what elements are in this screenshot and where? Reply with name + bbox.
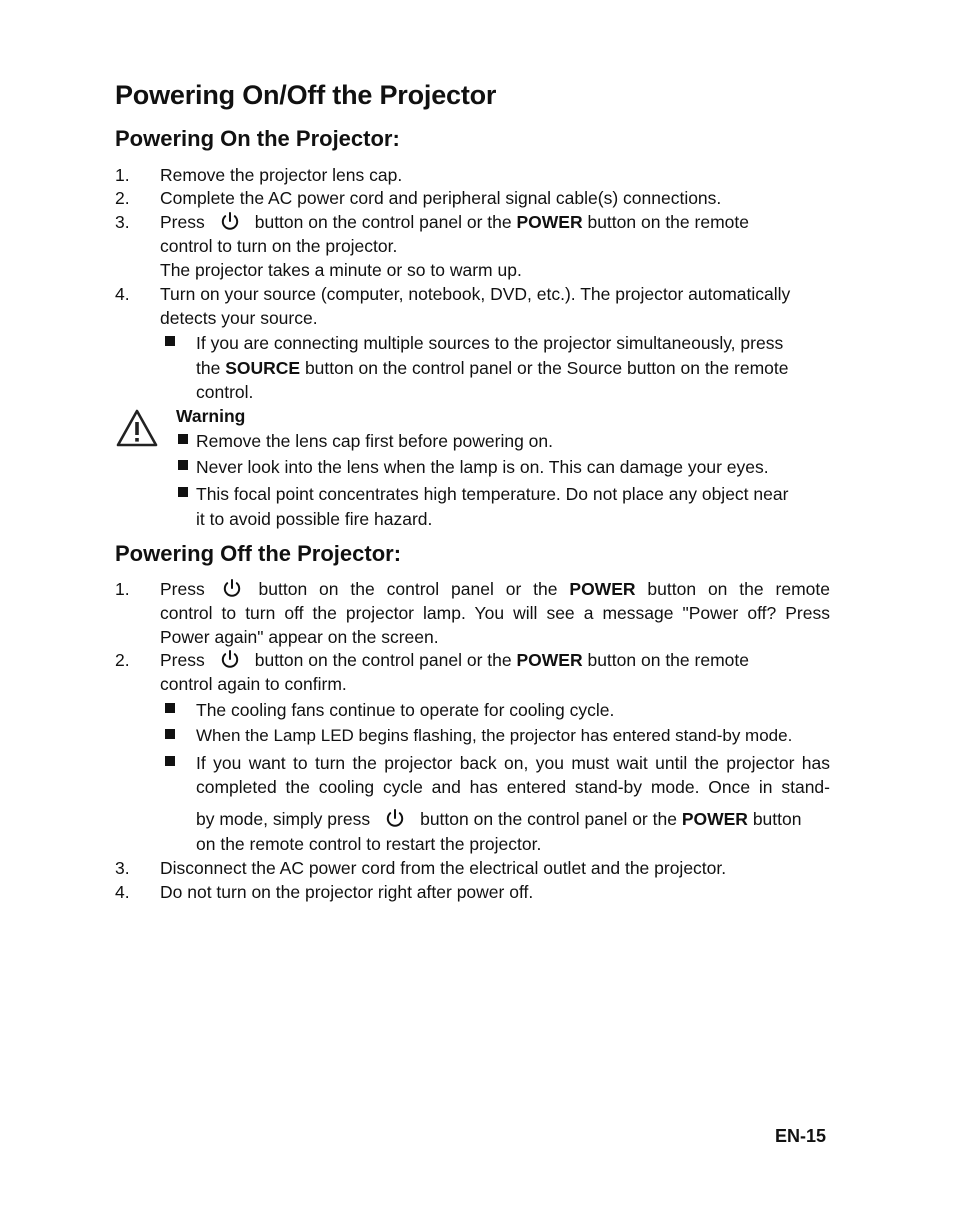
note-line: control. [196,382,254,402]
page-title: Powering On/Off the Projector [115,80,497,110]
step-text-line: Power again" appear on the screen. [160,627,439,647]
step-text-end: button on the remote [587,650,749,670]
step-number: 1. [115,579,130,599]
step-text-line: control again to confirm. [160,674,347,694]
step-number: 4. [115,882,130,902]
step-text: Disconnect the AC power cord from the electrical outlet and the projector. [160,858,727,878]
off-bullet: When the Lamp LED begins flashing, the projector has entered stand-by mode. [196,726,793,745]
step-text-power [160,577,830,601]
note-line [196,356,788,380]
square-bullet-icon [165,336,175,346]
warning-item: it to avoid possible fire hazard. [196,509,433,529]
square-bullet-icon [165,703,175,713]
step-text-end: button on the remote [587,212,749,232]
section-heading-on: Powering On the Projector: [115,126,400,151]
step-text-press: Press [160,212,205,232]
step-text-mid: button on the control panel or the [258,579,558,599]
power-icon [221,578,243,600]
bullet-text: button on the control panel or the [420,809,677,829]
step-text-mid: button on the control panel or the [254,650,512,670]
step-number: 4. [115,284,130,304]
off-bullet: If you want to turn the projector back on, you must wait until the projector has [196,753,830,773]
square-bullet-icon [178,434,188,444]
step-number: 2. [115,650,130,670]
note-text: button on the control panel or the Source button on the remote [304,358,789,378]
warning-triangle-icon [115,408,159,448]
step-text-end: button on the remote [647,579,830,599]
bullet-text: button [752,809,802,829]
section-heading-off: Powering Off the Projector: [115,541,402,566]
step-text: Do not turn on the projector right after power off. [160,882,534,902]
step-text: Remove the projector lens cap. [160,165,403,185]
step-text-press: Press [160,579,205,599]
step-number: 3. [115,212,130,232]
square-bullet-icon [165,729,175,739]
power-keyword: POWER [516,650,583,670]
off-bullet: The cooling fans continue to operate for cooling cycle. [196,700,615,720]
power-icon [384,808,406,830]
step-text: Complete the AC power cord and peripheral signal cable(s) connections. [160,188,722,208]
power-keyword: POWER [681,809,748,829]
warning-item: Remove the lens cap first before powering on. [196,431,553,451]
off-bullet: on the remote control to restart the projector. [196,834,542,854]
off-bullet-power [196,807,801,831]
square-bullet-icon [178,487,188,497]
square-bullet-icon [165,756,175,766]
step-text-line: detects your source. [160,308,318,328]
note-line: If you are connecting multiple sources to the projector simultaneously, press [196,333,784,353]
step-text-line: The projector takes a minute or so to warm up. [160,260,522,280]
step-number: 1. [115,165,130,185]
warning-item: Never look into the lens when the lamp is on. This can damage your eyes. [196,457,769,477]
step-text-mid: button on the control panel or the [254,212,512,232]
bullet-text: by mode, simply press [196,809,371,829]
off-bullet: completed the cooling cycle and has entered stand-by mode. Once in stand- [196,777,830,797]
step-number: 2. [115,188,130,208]
step-text-power [160,648,749,672]
source-keyword: SOURCE [225,358,301,378]
page-number: EN-15 [775,1126,827,1146]
step-text-press: Press [160,650,205,670]
note-text: the [196,358,221,378]
warning-item: This focal point concentrates high temperature. Do not place any object near [196,484,789,504]
power-keyword: POWER [516,212,583,232]
warning-label: Warning [176,406,246,426]
step-number: 3. [115,858,130,878]
power-icon [219,649,241,671]
square-bullet-icon [178,460,188,470]
step-text-line: Turn on your source (computer, notebook, DVD, etc.). The projector automatically [160,284,791,304]
power-keyword: POWER [569,579,636,599]
step-text-line: control to turn on the projector. [160,236,398,256]
step-text-power [160,210,749,234]
power-icon [219,211,241,233]
step-text-line: control to turn off the projector lamp. You will see a message "Power off? Press [160,603,830,623]
